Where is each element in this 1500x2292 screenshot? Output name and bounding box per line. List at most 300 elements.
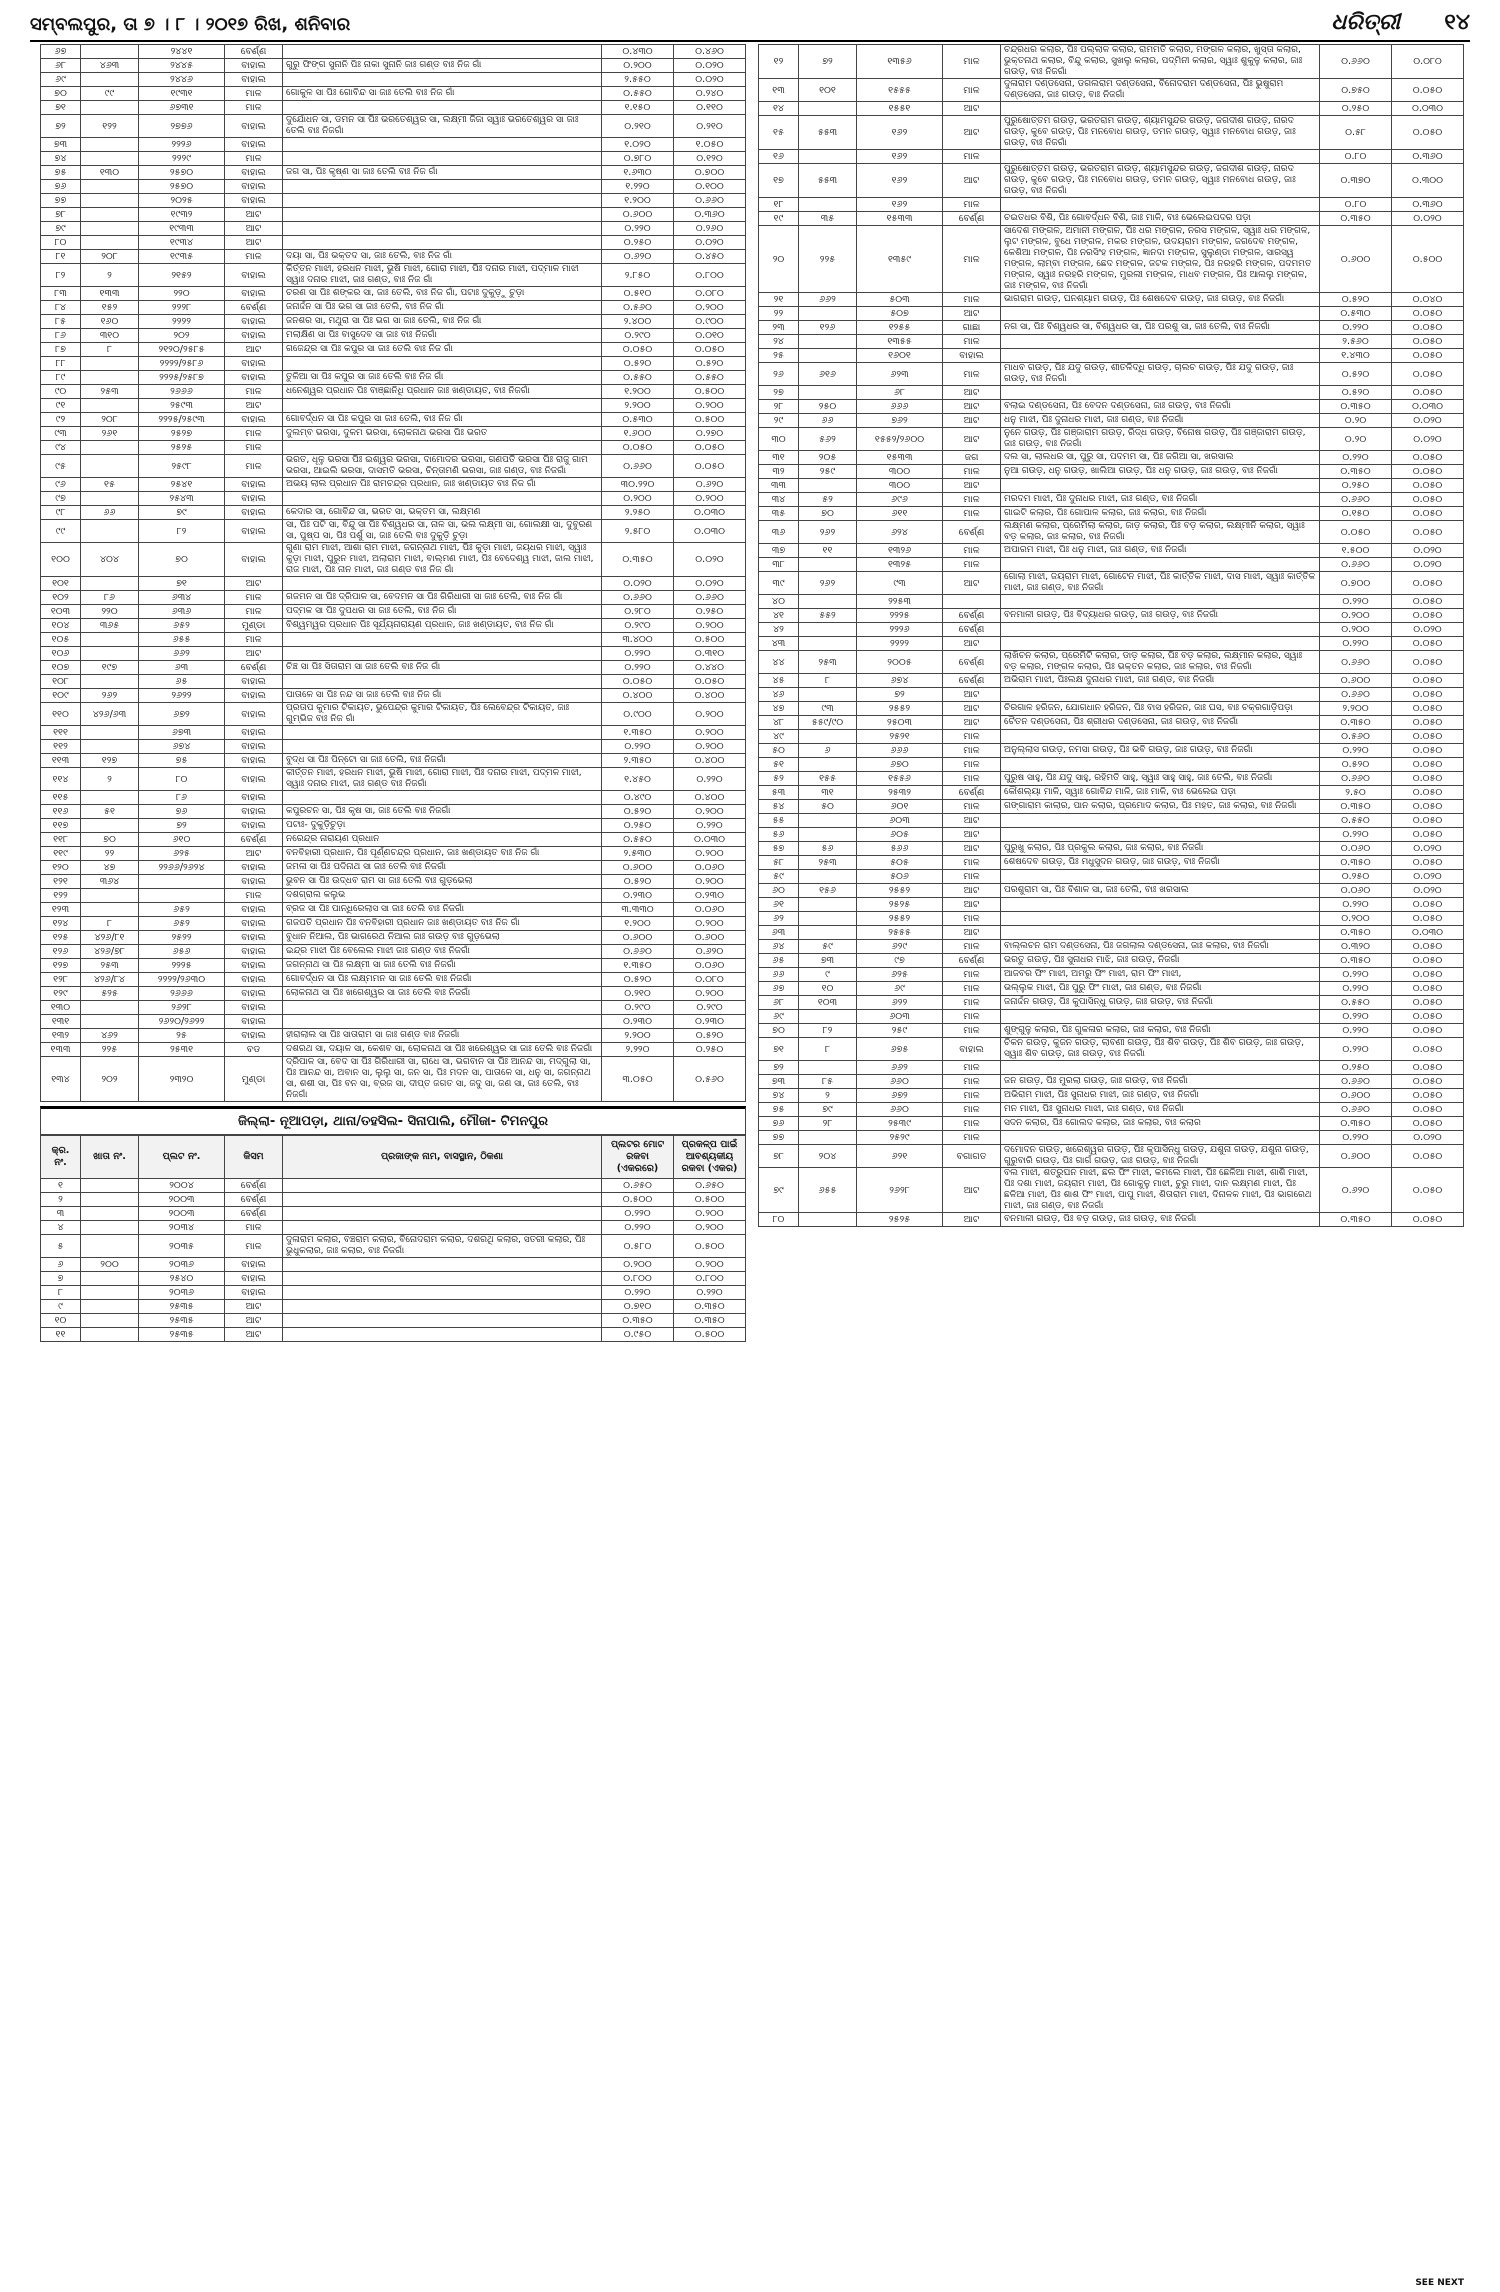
cell-kisam: ମାଳ [943, 79, 1001, 102]
cell-kisam: ମାଳ [943, 1089, 1001, 1103]
cell-area: ୦.୨୨୦ [602, 222, 674, 236]
cell-area: ୦.୫୨୦ [602, 805, 674, 819]
cell-acq: ୦.୦୫୦ [1392, 349, 1464, 363]
cell-kisam: ମୁଣ୍ଡା [225, 1057, 283, 1102]
cell-kisam: ମାଳ [943, 912, 1001, 926]
cell-khata: ୧୫ [81, 478, 139, 492]
table-row [759, 544, 1464, 558]
right-column [758, 44, 1464, 1227]
cell-sl: ୬୩ [759, 926, 799, 940]
cell-kisam: ବାହାଲ [225, 819, 283, 833]
cell-area: ୦.୨୨୦ [602, 647, 674, 661]
page-header [30, 10, 1470, 42]
cell-acq: ୦.୨୩୦ [674, 889, 746, 903]
cell-khata: ୨୦୮ [81, 250, 139, 264]
cell-sl: ୧୧ [41, 1328, 81, 1342]
cell-sl: ୪୫ [759, 674, 799, 688]
cell-area: ୦.୨୫୦ [1320, 1061, 1392, 1075]
cell-acq: ୦.୨୦୦ [674, 1207, 746, 1221]
cell-plot: ୨୫୨୧ [857, 730, 943, 744]
cell-name: ଗୋଲା ମାଝୀ, ଜୟରାମ ମାଝୀ, ଗୋଟେନ ମାଝୀ, ପିଃ କାର୍ତ୍ତିକ ମାଝୀ, ଦାସ ମାଝୀ, ସ୍ୱାଃ କାର୍ତ୍ତିକ ମାଝୀ, ଜାଃ ଗଣ୍ଡ, ବାଃ ନିଜଗାଁ [1001, 572, 1320, 595]
cell-name [1001, 828, 1320, 842]
cell-kisam: ବେର୍ଣ୍ଣ [943, 674, 1001, 688]
cell-name: ଚିଞ୍ଚ ସା ପିଃ ସିତାରାମ ସା ଜାଃ ତେଲି ବାଃ ନିଜ ଗାଁ [283, 661, 602, 675]
cell-name: ଆଜବର ଫିଂ ମାଝୀ, ଅମରୁ ଫିଂ ମାଝୀ, ରାମ ଫିଂ ମାଝୀ, [1001, 968, 1320, 982]
cell-name: କୀର୍ତ୍ତନ ମାଝୀ, ହରଧନ ମାଝୀ, ଭୁଷି ମାଝୀ, ଗୋରା ମାଝୀ, ପିଃ ଦନାର ମାଝୀ, ପଦ୍ମଳ ମାଝୀ, ସ୍ୱାଃ ଦନାର ମାଝୀ, ଜାଃ ଗଣ୍ଡ ବାଃ ନିଜଗାଁ [283, 768, 602, 791]
table-row [41, 1286, 746, 1300]
cell-kisam: ଆଟ [225, 222, 283, 236]
cell-khata [81, 1193, 139, 1207]
table-row [759, 1213, 1464, 1227]
cell-name: ଗୁରୁ ଫିଙ୍ଗ ସୁନାନି ପିଃ ନାକା ସୁନାନି ଜାଃ ଗଣ୍ଡ ବାଃ ନିଜ ଗାଁ [283, 59, 602, 73]
cell-area: ୦.୫୬୦ [1320, 730, 1392, 744]
cell-plot: ୬୧୧ [857, 507, 943, 521]
cell-acq: ୦.୫୨୦ [674, 1029, 746, 1043]
cell-sl: ୭ [41, 1272, 81, 1286]
cell-plot: ୨୬୬୬ [139, 385, 225, 399]
table-row [41, 633, 746, 647]
cell-acq: ୦.୦୫୦ [1392, 996, 1464, 1010]
cell-kisam: ବାହାଲ [225, 329, 283, 343]
cell-acq: ୦.୪୫୦ [674, 250, 746, 264]
cell-kisam: ମାଳ [943, 744, 1001, 758]
cell-acq: ୦.୧୧୦ [674, 101, 746, 115]
table-row [41, 371, 746, 385]
table-row [41, 1043, 746, 1057]
cell-khata: ୧୧ [799, 544, 857, 558]
cell-plot: ୨୨୨୫ [857, 609, 943, 623]
cell-kisam: ବେର୍ଣ୍ଣ [943, 609, 1001, 623]
cell-area: ୦.୨୨୦ [602, 1221, 674, 1235]
cell-plot: ୨୪୪୧ [139, 45, 225, 59]
cell-sl: ୮୯ [41, 371, 81, 385]
cell-sl: ୩୩ [759, 479, 799, 493]
cell-sl: ୭୦ [41, 87, 81, 101]
cell-plot: ୨୦୦୩ [139, 1193, 225, 1207]
cell-acq: ୦.୭୦୦ [674, 166, 746, 180]
cell-sl: ୬୫ [759, 954, 799, 968]
cell-name [283, 441, 602, 455]
cell-sl: ୧୧୪ [41, 768, 81, 791]
cell-kisam: ବାହାଲ [225, 973, 283, 987]
cell-sl: ୧୨୫ [41, 931, 81, 945]
cell-sl: ୧୦୩ [41, 605, 81, 619]
table-row [41, 1272, 746, 1286]
cell-khata [81, 73, 139, 87]
cell-kisam: ଆଟ [943, 386, 1001, 400]
cell-area: ୦.୨୨୦ [602, 1207, 674, 1221]
cell-acq: ୦.୦୫୦ [1392, 465, 1464, 479]
table-row [41, 194, 746, 208]
cell-name: ଚରଣ ସା ପିଃ ଶଙ୍କର ସା, ଜାଃ ତେଲି, ବାଃ ନିଜ ଗାଁ, ପଟାଃ ଦୁକୁଡ଼ୁ ଚୁଡ଼ା [283, 287, 602, 301]
cell-sl: ୩ [41, 1207, 81, 1221]
cell-plot: ୧୫୩୩ [857, 451, 943, 465]
cell-sl: ୫୬ [759, 828, 799, 842]
cell-area: ୦.୫୨୦ [1320, 758, 1392, 772]
cell-sl: ୧୦୪ [41, 619, 81, 633]
cell-name: ଜମଳା ସା ପିଃ ପଦିନାଥ ସା ଜାଃ ତେଲି ବାଃ ନିଜଗାଁ [283, 861, 602, 875]
cell-acq: ୦.୦୮୦ [1392, 45, 1464, 79]
cell-area: ୦.୭୫୦ [1320, 79, 1392, 102]
table-row [759, 926, 1464, 940]
cell-name [283, 357, 602, 371]
cell-acq: ୦.୦୩୦ [674, 506, 746, 520]
table-row [41, 399, 746, 413]
cell-khata [799, 898, 857, 912]
cell-name [283, 45, 602, 59]
cell-plot: ୧୨୫୫ [857, 321, 943, 335]
cell-acq: ୦.୦୫୦ [1392, 493, 1464, 507]
table-row [759, 465, 1464, 479]
cell-khata: ୫୨୫ [81, 987, 139, 1001]
cell-name [283, 138, 602, 152]
cell-plot: ୬୨୫ [139, 847, 225, 861]
cell-acq: ୦.୦୪୦ [1392, 293, 1464, 307]
cell-sl: ୭୪ [41, 152, 81, 166]
cell-name: ଚୈତନ ଦଣ୍ଡସେନା, ପିଃ ଶ୍ରୀଧର ଦଣ୍ଡସେନା, ଜାଃ ଗଉଡ଼, ବାଃ ନିଜଗାଁ [1001, 716, 1320, 730]
cell-acq: ୦.୦୨୦ [674, 236, 746, 250]
cell-acq: ୦.୨୦୦ [674, 301, 746, 315]
table-row [41, 520, 746, 543]
cell-sl: ୧୩୧ [41, 1015, 81, 1029]
cell-kisam: ମାଳ [225, 455, 283, 478]
cell-kisam: ଜଗ [943, 451, 1001, 465]
table-row [41, 301, 746, 315]
table-row [759, 212, 1464, 226]
cell-area: ୦.୨୨୦ [1320, 595, 1392, 609]
cell-name [1001, 386, 1320, 400]
cell-kisam: ବେର୍ଣ୍ଣ [943, 651, 1001, 674]
cell-sl: ୧୦୫ [41, 633, 81, 647]
table-row [41, 675, 746, 689]
cell-plot: ୧୬୨ [857, 116, 943, 150]
cell-name [283, 1179, 602, 1193]
cell-acq: ୦.୦୫୦ [1392, 800, 1464, 814]
cell-khata: ୨୫୯ [799, 465, 857, 479]
cell-acq: ୦.୦୬୦ [674, 959, 746, 973]
column-header: କିସମ [225, 1136, 283, 1179]
cell-kisam: ବେର୍ଣ୍ଣ [943, 786, 1001, 800]
cell-plot: ୬୭୦ [857, 758, 943, 772]
cell-acq: ୦.୦୫୦ [1392, 595, 1464, 609]
cell-plot: ୬୫୫ [139, 633, 225, 647]
cell-sl: ୧୧୧ [41, 726, 81, 740]
cell-acq: ୦.୨୧୦ [674, 115, 746, 138]
cell-name [283, 222, 602, 236]
cell-area: ୦.୫୨୦ [1320, 293, 1392, 307]
cell-plot: ୬୭୪ [857, 674, 943, 688]
cell-area: ୦.୩୫୦ [1320, 1213, 1392, 1227]
cell-name [1001, 1131, 1320, 1145]
cell-name: ସା, ପିଃ ପଟି ସା, ବିନ୍ଦୁ ସା ପିଃ ବିଶ୍ୱଧର ସା, ନାଳ ସା, ଭଲ ଲକ୍ଷ୍ମୀ ସା, ଗୋଲକ୍ଷୀ ସା, ଦୁବୁରଣ ସା, ପୁଷ୍ପ ସା, ପିଃ ପର୍ଶୁ ସା, ଜାଃ ତେଲି ବାଃ ଦୁକୁଡ଼ି ଚୁଡ଼ା [283, 520, 602, 543]
cell-acq: ୦.୬୨୦ [674, 478, 746, 492]
cell-kisam: ବେର୍ଣ୍ଣ [943, 212, 1001, 226]
cell-name: ଶୁଙ୍ଗୁଳୁ କଲାର, ପିଃ ଗୁକଳାର କଲାର, ଜାଃ କଲାର, ବାଃ ନିଜଗାଁ [1001, 1024, 1320, 1038]
cell-khata: ୧୯୭ [81, 661, 139, 675]
cell-kisam: ବାହାଲ [225, 478, 283, 492]
cell-name: ଶେଷଦେବ ଗଉଡ଼, ପିଃ ମଧୁସୁଦନ ଗଉଡ଼, ଜାଃ ଗଉଡ଼, ବାଃ ନିଜଗାଁ [1001, 856, 1320, 870]
cell-sl: ୪୪ [759, 651, 799, 674]
cell-plot: ୨୨୨୮ [139, 301, 225, 315]
cell-plot: ୩୦୦ [857, 479, 943, 493]
cell-sl: ୪୮ [759, 716, 799, 730]
cell-name [283, 633, 602, 647]
cell-acq: ୦.୦୫୦ [1392, 1213, 1464, 1227]
cell-khata: ୫୬ [799, 842, 857, 856]
table-row [759, 651, 1464, 674]
cell-khata [81, 455, 139, 478]
cell-area: ୦.୦୫୦ [602, 343, 674, 357]
cell-name: ଦ୍ରିପାଳ ସା, ବେଦ ସା ପିଃ ଗିରିଧାରୀ ସା, ରାଧେ ସା, ଭଗବାନ ସା ପିଃ ଆନନ୍ଦ ସା, ମଦ୍ଗୁଲା ସା, ପିଃ ଆନନ୍ଦ ସା, ଅବାନ ସା, ଲୁଲୁ ସା, ଜନ ସା, ପିଃ ମଦନ ସା, ପାତାଳେ ସା, ଧନୁ ସା, ଜଗନ୍ନାଥ ସା, ଶଶୀ ସା, ପିଃ ବନ ସା, ବ୍ରଜ ସା, ଦୀପ୍ତ ଜଗତ ସା, ଜଦୁ ସା, ଜଣ ସା, ଜାଃ ତେଲି, ବାଃ ନିଜଗାଁ [283, 1057, 602, 1102]
cell-kisam: ବାହାଲ [225, 1015, 283, 1029]
cell-kisam: ବାହାଲ [943, 1038, 1001, 1061]
cell-area: ୦.୦୬୦ [1320, 842, 1392, 856]
cell-kisam: ଆଟ [943, 926, 1001, 940]
cell-plot: ୧୯୩୪ [139, 236, 225, 250]
cell-sl: ୭୩ [759, 1075, 799, 1089]
cell-acq: ୦.୫୫୦ [674, 371, 746, 385]
cell-sl: ୯୭ [41, 492, 81, 506]
cell-name: ଲାଖିଚନ କଲାର, ପ୍ରେମିଟି କଲାର, ଡାଡ଼ କଲାର, ପିଃ ବଡ଼ କଲାର, ଲକ୍ଷ୍ମୀନ କଲାର, ସ୍ୱାଃ ବଡ଼ କଲାର, ମଙ୍ଗଳ କଲାର, ପିଃ ଭକ୍ତନ କଲାର, ଜାଃ କଲାର, ବାଃ ନିଜଗାଁ [1001, 651, 1320, 674]
cell-area: ୦.୫୫୦ [602, 371, 674, 385]
cell-khata [799, 828, 857, 842]
table-row [759, 307, 1464, 321]
cell-area: ୩୦.୨୨୦ [602, 478, 674, 492]
cell-sl: ୭୫ [41, 166, 81, 180]
cell-kisam: ବାହାଲ [225, 903, 283, 917]
cell-khata: ୧୩୩ [81, 287, 139, 301]
cell-kisam: ମାଳ [943, 856, 1001, 870]
cell-acq: ୦.୦୫୦ [1392, 954, 1464, 968]
cell-acq: ୦.୦୫୦ [1392, 1010, 1464, 1024]
table-row [41, 1221, 746, 1235]
cell-plot: ୬୬୦ [857, 1075, 943, 1089]
table-row [759, 1061, 1464, 1075]
cell-name [283, 180, 602, 194]
cell-plot: ୨୬୨୨ [139, 689, 225, 703]
cell-area: ୦.୭୦୦ [1320, 572, 1392, 595]
cell-name [283, 399, 602, 413]
cell-area: ୦.୩୫୦ [602, 543, 674, 577]
cell-acq: ୦.୦୫୦ [1392, 744, 1464, 758]
table-row [41, 73, 746, 87]
cell-plot: ୧୯୩୫ [139, 250, 225, 264]
cell-khata: ୧୦୧ [799, 79, 857, 102]
table-row [759, 744, 1464, 758]
cell-kisam: ବାହାଲ [225, 194, 283, 208]
cell-name [1001, 758, 1320, 772]
cell-acq: ୦.୦୩୦ [674, 833, 746, 847]
cell-kisam: ଆଟ [225, 399, 283, 413]
cell-plot: ୬୯ [857, 982, 943, 996]
see-next-label: SEE NEXT [1415, 2278, 1464, 2288]
table-row [759, 493, 1464, 507]
cell-khata: ୬ [799, 744, 857, 758]
cell-acq: ୦.୦୬୦ [674, 903, 746, 917]
cell-acq: ୦.୯୦୦ [674, 315, 746, 329]
cell-acq: ୦.୪୦୦ [674, 689, 746, 703]
cell-name [1001, 1061, 1320, 1075]
cell-area: ୦.୩୫୦ [1320, 400, 1392, 414]
cell-acq: ୦.୨୭୦ [674, 427, 746, 441]
cell-kisam: ବାହାଲ [225, 1286, 283, 1300]
cell-khata [81, 1300, 139, 1314]
cell-khata: ୫୬୨ [799, 428, 857, 451]
table-row [41, 87, 746, 101]
table-row [759, 1089, 1464, 1103]
table-row [41, 455, 746, 478]
cell-khata: ୨୦୦ [81, 1258, 139, 1272]
cell-acq: ୦.୨୫୦ [674, 1043, 746, 1057]
cell-acq: ୦.୬୦୦ [674, 931, 746, 945]
cell-acq: ୦.୦୫୦ [1392, 828, 1464, 842]
cell-acq: ୦.୨୨୦ [674, 1286, 746, 1300]
cell-name [1001, 558, 1320, 572]
cell-khata: ୧୫୫ [799, 772, 857, 786]
cell-sl: ୧୧୨ [41, 740, 81, 754]
cell-acq: ୦.୦୫୦ [1392, 940, 1464, 954]
cell-khata [799, 386, 857, 400]
cell-area: ୦.୭୮୦ [602, 152, 674, 166]
cell-name [283, 740, 602, 754]
cell-area: ୦.୬୬୦ [602, 455, 674, 478]
cell-kisam: ମାଳ [943, 1075, 1001, 1089]
cell-name [1001, 898, 1320, 912]
cell-sl: ୧୦ [41, 1314, 81, 1328]
cell-khata [799, 335, 857, 349]
cell-plot: ୮୦ [139, 768, 225, 791]
cell-sl: ୬୮ [41, 59, 81, 73]
cell-acq: ୦.୩୬୦ [1392, 150, 1464, 164]
cell-sl: ୫୭ [759, 842, 799, 856]
cell-khata: ୨୬୨ [799, 572, 857, 595]
cell-kisam: ମାଳ [943, 45, 1001, 79]
cell-name: ପୁରୁଷୋତ୍ତମ ଗଉଡ଼, ଭରତରାମ ଗଉଡ଼, ଶ୍ୟାମସୁନ୍ଦର ଗଉଡ଼, ଜଗଦୀଶ ଗଉଡ଼, ନାରଦ ଗଉଡ଼, କୁବେ ଗଉଡ଼, ପିଃ ମନବୋଧ ଗଉଡ଼, ଡମନ ଗଉଡ଼, ସ୍ୱାଃ ମନବୋଧ ଗଉଡ଼, ଜାଃ ଗଉଡ଼, ବାଃ ନିଜଗାଁ [1001, 164, 1320, 198]
cell-name: ଦୁଳାରାମ କଲାର, ବଞ୍ଚରାମ କଲାର, ବିନୋଦରାମ କଲାର, ଦଶରଥି କଲାର, ସତରୀ କଲାର, ପିଃ ଭୁଧୁକଲାର, ଜାଃ କଲାର, ବାଃ ନିଜଗାଁ [283, 1235, 602, 1258]
table-row [41, 577, 746, 591]
cell-khata [81, 492, 139, 506]
cell-sl: ୪୭ [759, 702, 799, 716]
cell-plot: ୯୩ [857, 572, 943, 595]
cell-area: ୨.୪୦୦ [602, 315, 674, 329]
table-row [41, 973, 746, 987]
cell-acq: ୦.୦୫୦ [1392, 1145, 1464, 1168]
cell-khata: ୩୬୪ [81, 875, 139, 889]
table-row [41, 903, 746, 917]
table-row [41, 875, 746, 889]
cell-kisam: ବାହାଲ [225, 73, 283, 87]
cell-sl: ୭୨ [41, 115, 81, 138]
cell-acq: ୦.୦୬୦ [674, 861, 746, 875]
cell-sl: ୧୨୬ [41, 945, 81, 959]
cell-khata: ୨୨୫ [799, 226, 857, 293]
cell-name: ନୁଆ ଗଉଡ଼, ଧନୁ ଗଉଡ଼, ଖାଲିଆ ଗଉଡ଼, ପିଃ ଧନୁ ଗଉଡ଼, ଜାଃ ଗଉଡ଼, ବାଃ ନିଜଗାଁ [1001, 465, 1320, 479]
cell-khata [799, 1010, 857, 1024]
cell-sl: ୮ [41, 1286, 81, 1300]
cell-sl: ୫୮ [759, 856, 799, 870]
cell-kisam: ମାଳ [225, 427, 283, 441]
cell-acq: ୦.୦୫୦ [1392, 321, 1464, 335]
cell-sl: ୧୩ [759, 79, 799, 102]
cell-acq: ୦.୨୦୦ [674, 619, 746, 633]
cell-kisam: ବାହାଲ [225, 543, 283, 577]
cell-khata: ୭୩ [799, 954, 857, 968]
cell-acq: ୦.୦୫୦ [1392, 521, 1464, 544]
cell-name: ଭରତ, ଧୂଳୁ ଭରସା ପିଃ ଇଶ୍ୱର ଭରସା, ଦାମୋଦର ଭରସା, ଗଣପତି ଭରସା ପିଃ ରାଜୁ ଗାମ ଭରସା, ଆଇଲି ଭରସା, ଦାସମତି ଭରସା, ଚିନ୍ତାମଣି ଭରସା, ଜାଃ ଗଣ୍ଡ, ବାଃ ନିଜଗାଁ [283, 455, 602, 478]
table-row [759, 996, 1464, 1010]
newspaper-logo: ଧରିତ୍ରୀ [1331, 10, 1400, 35]
cell-kisam: ଆଟ [225, 208, 283, 222]
cell-sl: ୭୮ [759, 1145, 799, 1168]
cell-kisam: ମାଳ [225, 605, 283, 619]
cell-kisam: ବାହାଲ [225, 357, 283, 371]
cell-kisam: ମାଳ [943, 982, 1001, 996]
cell-kisam: ମାଳ [943, 800, 1001, 814]
cell-sl: ୧୧୭ [41, 819, 81, 833]
cell-kisam: ଆଟ [225, 647, 283, 661]
cell-acq: ୦.୦୫୦ [1392, 730, 1464, 744]
cell-name: ବୁଦ୍ଧ ସା ପିଃ ପିନ୍ଟୋ ସା ଜାଃ ତେଲି, ବାଃ ନିଜଗାଁ [283, 754, 602, 768]
table-row [759, 1117, 1464, 1131]
cell-acq: ୦.୬୬୦ [674, 591, 746, 605]
cell-khata [81, 1328, 139, 1342]
cell-sl: ୭୩ [41, 138, 81, 152]
cell-area: ୦.୫୧୦ [602, 287, 674, 301]
cell-plot: ୨୫୨୫ [857, 898, 943, 912]
cell-name: ଇନ୍ଦ୍ର ମାଝୀ ପିଃ ବେଲେଲ ମାଝୀ ଜାଃ ଗଣ୍ଡ ବାଃ ନିଜଗାଁ [283, 945, 602, 959]
table-row [41, 152, 746, 166]
cell-area: ୦.୫୨୦ [1320, 363, 1392, 386]
cell-name: କପୁରଚନ ସା, ପିଃ କୃଷ ସା, ଜାଃ ତେଲି ବାଃ ନିଜଗାଁ [283, 805, 602, 819]
table-row [41, 287, 746, 301]
cell-acq: ୦.୦୫୦ [1392, 1038, 1464, 1061]
cell-name: ବନବିହାରୀ ପ୍ରଧାନ, ପିଃ ପୂର୍ଣ୍ଣଚନ୍ଦ୍ର ପ୍ରଧାନ, ଜାଃ ଖଣ୍ଡାୟତ ବାଃ ନିଜ ଗାଁ [283, 847, 602, 861]
cell-area: ୦.୦୫୦ [602, 675, 674, 689]
cell-area: ୦.୬୦୦ [602, 208, 674, 222]
cell-acq: ୦.୪୬୦ [674, 45, 746, 59]
cell-name [283, 73, 602, 87]
cell-acq: ୦.୦୫୦ [1392, 386, 1464, 400]
cell-sl: ୨ [41, 1193, 81, 1207]
cell-khata: ୬୧୬ [799, 363, 857, 386]
cell-area: ୦.୨୦୦ [1320, 609, 1392, 623]
column-header: ପ୍ରଜାଙ୍କ ନାମ, ବାସସ୍ଥାନ, ଠିକଣା [283, 1136, 602, 1179]
cell-acq: ୦.୦୨୦ [674, 59, 746, 73]
cell-kisam: ଆଟ [943, 702, 1001, 716]
cell-plot: ୨୫୭୦ [139, 180, 225, 194]
cell-khata: ୪୨୬/୮୧ [81, 931, 139, 945]
cell-name: ଦଲ ସା, ଲାଲଧର ସା, ପୁରୁ ସା, ପଦମମ ସା, ପିଃ ଜଗିଆ ସା, ଖରସାଲ [1001, 451, 1320, 465]
cell-name [283, 1328, 602, 1342]
cell-acq: ୦.୦୫୦ [674, 441, 746, 455]
cell-plot: ୫୦୭ [857, 307, 943, 321]
cell-kisam: ବାହାଲ [225, 917, 283, 931]
cell-plot: ୬୭୨ [139, 703, 225, 726]
table-row [759, 558, 1464, 572]
cell-kisam: ମାଳ [225, 441, 283, 455]
table-row [759, 884, 1464, 898]
cell-sl: ୪୬ [759, 688, 799, 702]
cell-acq: ୦.୩୫୦ [674, 1300, 746, 1314]
cell-area: ୦.୨୦୦ [602, 492, 674, 506]
cell-khata: ୩୬୫ [81, 619, 139, 633]
cell-area: ୩.୦୫୦ [602, 1057, 674, 1102]
table-row [759, 623, 1464, 637]
cell-plot: ୨୨୨୨/୨୫୮୬ [139, 357, 225, 371]
cell-plot: ୧୫୫୧ [857, 102, 943, 116]
cell-acq: ୦.୪୦୦ [674, 754, 746, 768]
table-row [759, 1038, 1464, 1061]
